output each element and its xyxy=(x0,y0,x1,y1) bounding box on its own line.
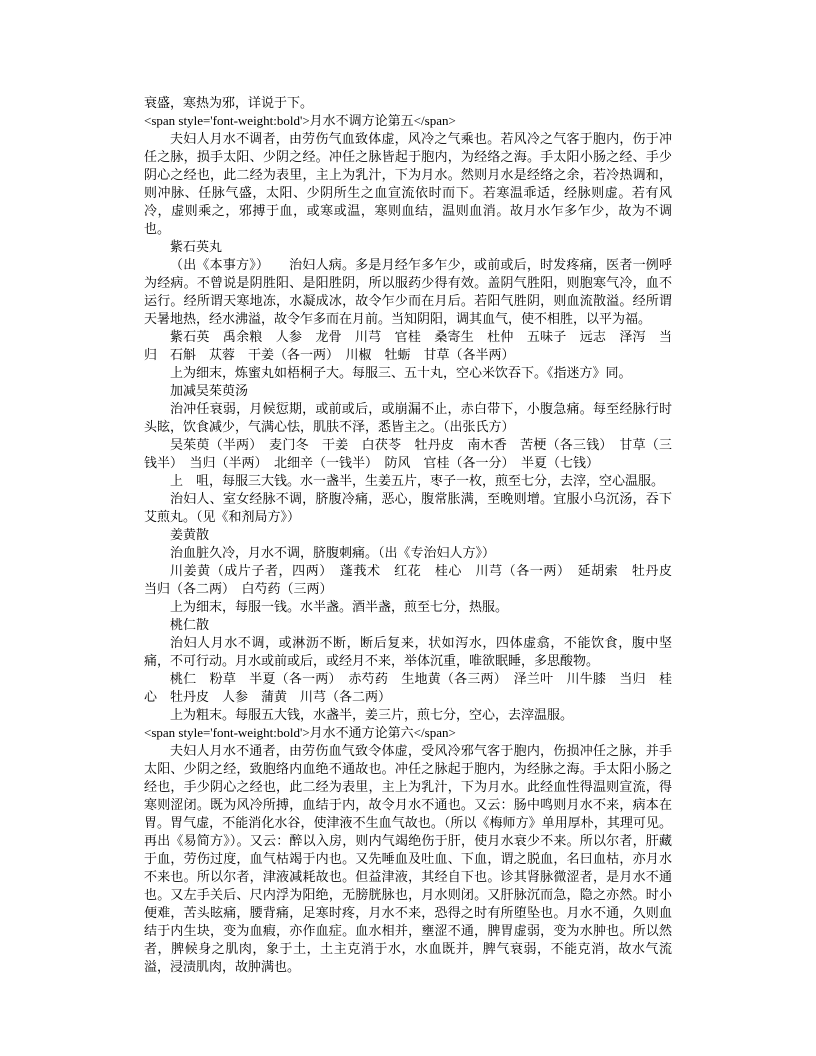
ingredients-line: 吴茱萸（半两） 麦门冬 干姜 白茯苓 牡丹皮 南木香 苦梗（各三钱） 甘草（三钱半） 当归（半两） 北细辛（一钱半） 防风 官桂（各一分） 半夏（七钱） xyxy=(144,437,672,470)
raw-section-heading: <span style='font-weight:bold'>月水不通方论第六</span> xyxy=(144,725,456,740)
paragraph: 夫妇人月水不通者，由劳伤血气致令体虚，受风冷邪气客于胞内，伤损冲任之脉，并手太阳、少阴之经，致胞络内血绝不通故也。冲任之脉起于胞内，为经脉之海。手太阳小肠之经也，手少阴心之经也，此二经为表里，主上为乳汁，下为月水。此经血性得温则宣流，得寒则涩闭。既为风冷所搏，血结于内，故令月水不通也。又云：肠中鸣则月水不来，病本在胃。胃气虚，不能消化水谷，使津液不生血气故也。（所以《梅师方》单用厚朴，其理可见。再出《易简方》）。又云：醉以入房，则内气竭绝伤于肝，使月水衰少不来。所以尔者，肝藏于血，劳伤过度，血气枯竭于内也。又先唾血及吐血、下血，谓之脱血，名曰血枯，亦月水不来也。所以尔者，津液减耗故也。但益津液，其经自下也。诊其肾脉微涩者，是月水不通也。又左手关后、尺内浮为阳绝，无膀胱脉也，月水则闭。又肝脉沉而急，隐之亦然。时小便难，苦头眩痛，腰背痛，足寒时疼，月水不来，恐得之时有所堕坠也。月水不通，久则血结于内生块，变为血瘕，亦作血症。血水相并，壅涩不通，脾胃虚弱，变为水肿也。所以然者，脾候身之肌肉，象于土，土主克消于水，水血既并，脾气衰弱，不能克消，故水气流溢，浸渍肌肉，故肿满也。 xyxy=(144,743,672,974)
paragraph: 治妇人月水不调，或淋沥不断，断后复来，状如泻水，四体虚翕，不能饮食，腹中坚痛，不可行动。月水或前或后，或经月不来，举体沉重，唯欲眠睡，多思酸物。 xyxy=(144,635,672,668)
recipe-title: 姜黄散 xyxy=(170,527,210,542)
recipe-title: 桃仁散 xyxy=(170,617,210,632)
recipe-title: 加减吴茱萸汤 xyxy=(170,383,249,398)
paragraph: 治血脏久冷，月水不调，脐腹刺痛。（出《专治妇人方》） xyxy=(170,545,496,560)
continuation-line: 衰盛，寒热为邪，详说于下。 xyxy=(144,95,314,110)
ingredients-line: 桃仁 粉草 半夏（各一两） 赤芍药 生地黄（各三两） 泽兰叶 川牛膝 当归 桂心 牡丹皮 人参 蒲黄 川芎（各二两） xyxy=(144,671,672,704)
ingredients-line: 紫石英 禹余粮 人参 龙骨 川芎 官桂 桑寄生 杜仲 五味子 远志 泽泻 当归 石斛 苁蓉 干姜（各一两） 川椒 牡蛎 甘草（各半两） xyxy=(144,329,672,362)
instructions-line: 上 咀，每服三大钱。水一盏半，生姜五片，枣子一枚，煎至七分，去滓，空心温服。 xyxy=(170,473,665,488)
raw-section-heading: <span style='font-weight:bold'>月水不调方论第五</span> xyxy=(144,113,456,128)
recipe-title: 紫石英丸 xyxy=(170,239,223,254)
instructions-line: 上为细末，每服一钱。水半盏。酒半盏，煎至七分，热服。 xyxy=(170,599,509,614)
ingredients-line: 川姜黄（成片子者，四两） 蓬莪术 红花 桂心 川芎（各一两） 延胡索 牡丹皮 当归（各二两） 白芍药（三两） xyxy=(144,563,686,596)
instructions-line: 上为粗末。每服五大钱，水盏半，姜三片，煎七分，空心，去滓温服。 xyxy=(170,707,574,722)
paragraph: 治妇人、室女经脉不调，脐腹冷痛，恶心，腹常胀满，至晚则增。宜服小乌沉汤，吞下艾煎丸。（见《和剂局方》） xyxy=(144,491,672,524)
document-body xyxy=(144,94,686,976)
instructions-line: 上为细末，炼蜜丸如梧桐子大。每服三、五十丸，空心米饮吞下。《指迷方》同。 xyxy=(170,365,632,380)
paragraph: 夫妇人月水不调者，由劳伤气血致体虚，风冷之气乘也。若风冷之气客于胞内，伤于冲任之脉，损手太阳、少阴之经。冲任之脉皆起于胞内，为经络之海。手太阳小肠之经、手少阴心之经也，此二经为表里，主上为乳汁，下为月水。然则月水是经络之余，若冷热调和，则冲脉、任脉气盛，太阳、少阴所生之血宣流依时而下。若寒温乖适，经脉则虚。若有风冷，虚则乘之，邪搏于血，或寒或温，寒则血结，温则血消。故月水乍多乍少，故为不调也。 xyxy=(144,131,672,236)
paragraph: 治冲任衰弱，月候愆期，或前或后，或崩漏不止，赤白带下，小腹急痛。每至经脉行时头眩，饮食减少，气满心怯，肌肤不泽，悉皆主之。（出张氏方） xyxy=(144,401,672,434)
paragraph: （出《本事方》） 治妇人病。多是月经乍多乍少，或前或后，时发疼痛，医者一例呼为经病。不曾说是阴胜阳、是阳胜阴，所以服药少得有效。盖阴气胜阳，则胞寒气冷，血不运行。经所谓天寒地冻，水凝成冰，故令乍少而在月后。若阳气胜阴，则血流散溢。经所谓天暑地热，经水沸溢，故令乍多而在月前。当知阴阳，调其血气，使不相胜，以平为福。 xyxy=(144,257,672,326)
